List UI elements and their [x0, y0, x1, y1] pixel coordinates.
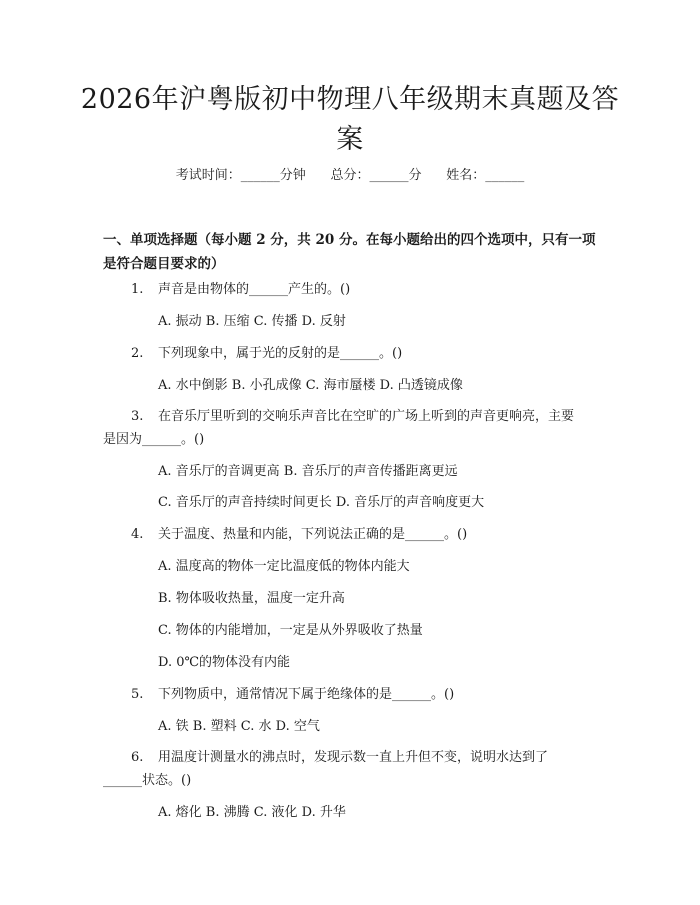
question-6-text-continued: ______状态。()	[103, 773, 192, 788]
title-line-2: 案	[336, 124, 364, 155]
document-title	[80, 80, 620, 160]
question-6	[131, 748, 548, 768]
question-3-text-continued: 是因为______。()	[103, 432, 205, 447]
question-4-option-a: A. 温度高的物体一定比温度低的物体内能大	[158, 559, 410, 574]
question-4-option-d: D. 0℃的物体没有内能	[158, 655, 291, 670]
exam-info-line: 考试时间：______分钟 总分：______分 姓名：______	[175, 168, 525, 183]
question-2	[131, 344, 402, 364]
title-line-1: 2026年沪粤版初中物理八年级期末真题及答	[80, 84, 620, 115]
question-number: 4.	[131, 527, 144, 542]
section-heading-line-1: 一、单项选择题（每小题 2 分，共 20 分。在每小题给出的四个选项中，只有一项	[103, 232, 596, 248]
question-number: 6.	[131, 750, 144, 765]
question-3	[131, 407, 574, 427]
question-number: 2.	[131, 346, 144, 361]
question-number: 3.	[131, 409, 144, 424]
question-4	[131, 525, 467, 545]
question-text: 下列物质中，通常情况下属于绝缘体的是______。()	[158, 687, 455, 702]
question-5	[131, 685, 454, 705]
question-4-option-c: C. 物体的内能增加，一定是从外界吸收了热量	[158, 623, 423, 638]
question-text: 在音乐厅里听到的交响乐声音比在空旷的广场上听到的声音更响亮，主要	[158, 409, 575, 424]
question-2-options: A. 水中倒影 B. 小孔成像 C. 海市蜃楼 D. 凸透镜成像	[158, 378, 463, 393]
question-1	[131, 280, 350, 300]
question-text: 关于温度、热量和内能，下列说法正确的是______。()	[158, 527, 468, 542]
question-text: 下列现象中，属于光的反射的是______。()	[158, 346, 403, 361]
question-3-options-line-1: A. 音乐厅的音调更高 B. 音乐厅的声音传播距离更远	[158, 464, 458, 479]
section-heading	[103, 228, 608, 276]
question-5-options: A. 铁 B. 塑料 C. 水 D. 空气	[158, 719, 320, 734]
question-number: 5.	[131, 687, 144, 702]
question-6-options: A. 熔化 B. 沸腾 C. 液化 D. 升华	[158, 805, 346, 820]
question-4-option-b: B. 物体吸收热量，温度一定升高	[158, 591, 345, 606]
question-3-options-line-2: C. 音乐厅的声音持续时间更长 D. 音乐厅的声音响度更大	[158, 495, 485, 510]
question-number: 1.	[131, 282, 144, 297]
question-text: 声音是由物体的______产生的。()	[158, 282, 351, 297]
section-heading-line-2: 是符合题目要求的）	[103, 256, 225, 272]
question-text: 用温度计测量水的沸点时，发现示数一直上升但不变，说明水达到了	[158, 750, 549, 765]
question-1-options: A. 振动 B. 压缩 C. 传播 D. 反射	[158, 314, 346, 329]
